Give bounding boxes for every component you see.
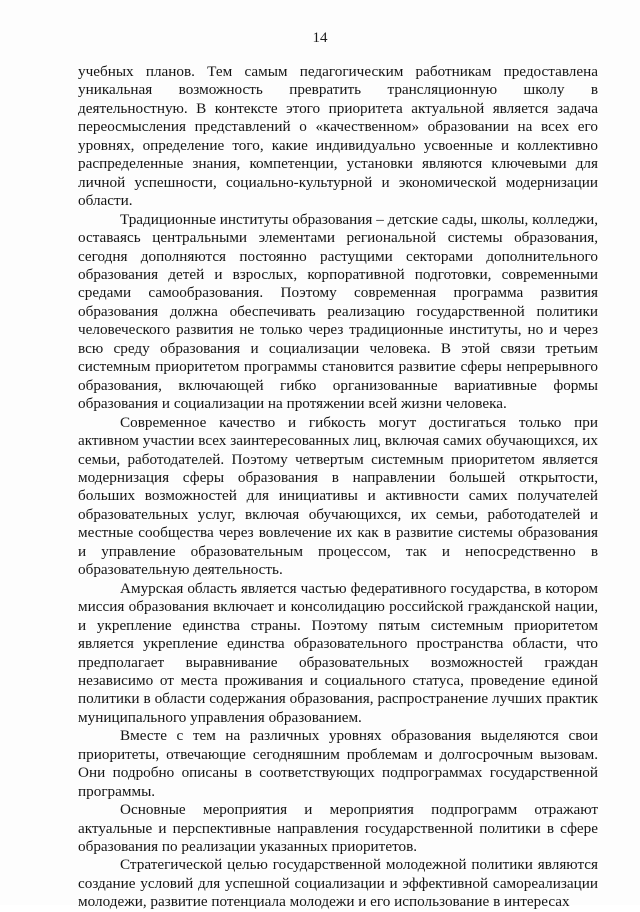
paragraph-4: Амурская область является частью федеративного государства, в котором миссия образования включает и консолидацию российской гражданской нации, и укрепление единства страны. Поэтому пятым системным приоритетом является укрепление единства образовательного пространства области, что предполагает выравнивание образовательных возможностей граждан независимо от места проживания и социального статуса, проведение единой политики в области содержания образования, распространение лучших практик муниципального управления образованием. [78, 579, 598, 726]
paragraph-6: Основные мероприятия и мероприятия подпрограмм отражают актуальные и перспективные направления государственной политики в сфере образования по реализации указанных приоритетов. [78, 801, 598, 856]
paragraph-7: Стратегической целью государственной молодежной политики являются создание условий для успешной социализации и эффективной самореализации молодежи, развитие потенциала молодежи и его использование в интересах [78, 856, 598, 911]
paragraph-1: учебных планов. Тем самым педагогическим работникам предоставлена уникальная возможность превратить трансляционную школу в деятельностную. В контексте этого приоритета актуальной является задача переосмысления представлений о «качественном» образовании на всех его уровнях, определение того, какие индивидуально усвоенные и коллективно распределенные знания, компетенции, установки являются ключевыми для личной успешности, социально-культурной и экономической модернизации области. [78, 63, 598, 210]
paragraph-2: Традиционные институты образования – детские сады, школы, колледжи, оставаясь центральными элементами региональной системы образования, сегодня дополняются постоянно растущими секторами дополнительного образования детей и взрослых, корпоративной подготовки, современными средами самообразования. Поэтому современная программа развития образования должна обеспечивать реализацию государственной политики человеческого развития не только через традиционные институты, но и через всю среду образования и социализации человека. В этой связи третьим системным приоритетом программы становится развитие сферы непрерывного образования, включающей гибко организованные вариативные формы образования и социализации на протяжении всей жизни человека. [78, 210, 598, 413]
body-text [78, 63, 598, 912]
page-number: 14 [312, 30, 328, 46]
paragraph-3: Современное качество и гибкость могут достигаться только при активном участии всех заинтересованных лиц, включая самих обучающихся, их семьи, работодателей. Поэтому четвертым системным приоритетом является модернизация сферы образования в направлении большей открытости, больших возможностей для инициативы и активности самих получателей образовательных услуг, включая обучающихся, их семьи, работодателей и местные сообщества через вовлечение их как в развитие системы образования и управление образовательным процессом, так и непосредственно в образовательную деятельность. [78, 413, 598, 579]
paragraph-5: Вместе с тем на различных уровнях образования выделяются свои приоритеты, отвечающие сегодняшним проблемам и долгосрочным вызовам. Они подробно описаны в соответствующих подпрограммах государственной программы. [78, 727, 598, 800]
